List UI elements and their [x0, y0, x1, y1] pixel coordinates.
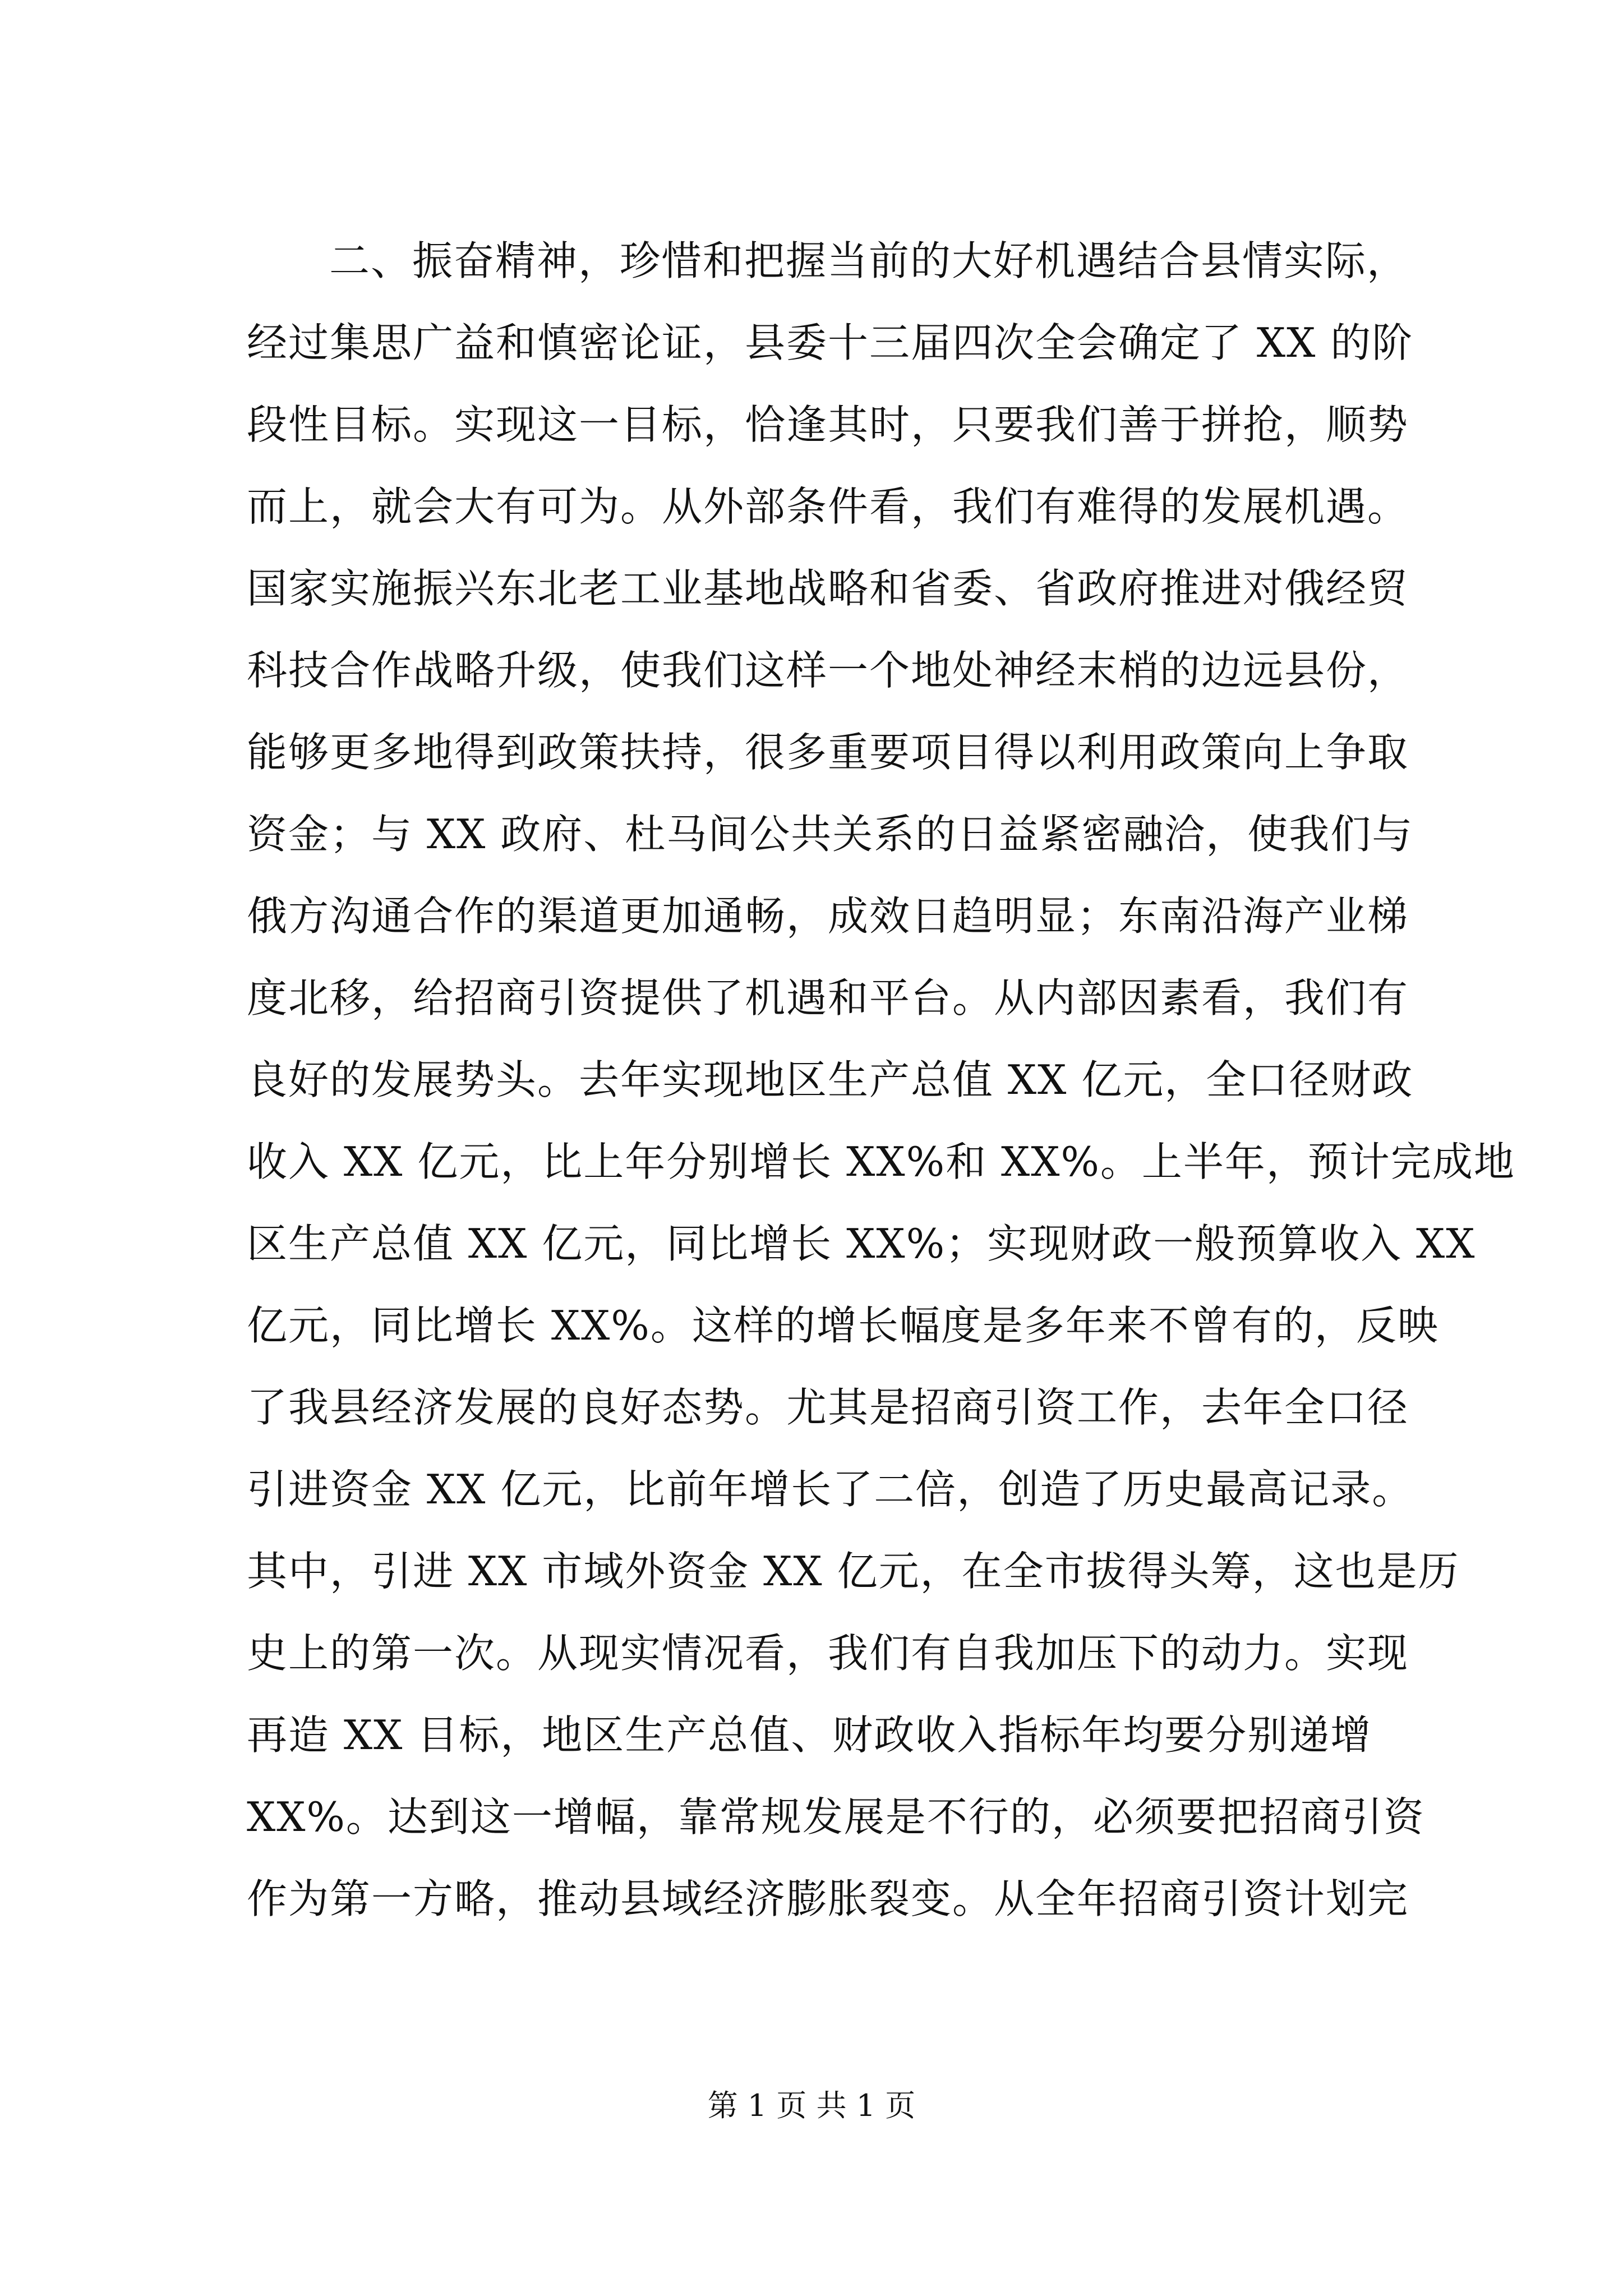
page-number-footer: 第 1 页 共 1 页 [707, 2088, 916, 2123]
text-line: 作为第一方略，推动县域经济膨胀裂变。从全年招商引资计划完 [247, 1875, 1409, 1922]
document-body [247, 220, 1515, 1940]
text-line: 科技合作战略升级，使我们这样一个地处神经末梢的边远县份， [247, 647, 1409, 694]
text-line: 而上，就会大有可为。从外部条件看，我们有难得的发展机遇。 [247, 483, 1409, 530]
text-line: 资金；与 XX 政府、杜马间公共关系的日益紧密融洽，使我们与 [247, 811, 1414, 858]
text-line: 良好的发展势头。去年实现地区生产总值 XX 亿元，全口径财政 [247, 1056, 1414, 1103]
text-line: 区生产总值 XX 亿元，同比增长 XX%；实现财政一般预算收入 XX [247, 1220, 1476, 1267]
text-line: 俄方沟通合作的渠道更加通畅，成效日趋明显；东南沿海产业梯 [247, 892, 1409, 940]
text-line: 再造 XX 目标，地区生产总值、财政收入指标年均要分别递增 [247, 1711, 1372, 1759]
text-line: 史上的第一次。从现实情况看，我们有自我加压下的动力。实现 [247, 1630, 1409, 1677]
text-line: 度北移，给招商引资提供了机遇和平台。从内部因素看，我们有 [247, 974, 1409, 1022]
text-line: 经过集思广益和慎密论证，县委十三届四次全会确定了 XX 的阶 [247, 319, 1414, 366]
text-line: 收入 XX 亿元，比上年分别增长 XX%和 XX%。上半年，预计完成地 [247, 1138, 1515, 1185]
text-line: 其中，引进 XX 市域外资金 XX 亿元，在全市拔得头筹，这也是历 [247, 1548, 1460, 1595]
text-line: 段性目标。实现这一目标，恰逢其时，只要我们善于拼抢，顺势 [247, 401, 1409, 448]
text-line: 引进资金 XX 亿元，比前年增长了二倍，创造了历史最高记录。 [247, 1466, 1414, 1513]
text-line: 亿元，同比增长 XX%。这样的增长幅度是多年来不曾有的，反映 [247, 1302, 1439, 1349]
text-line: 能够更多地得到政策扶持，很多重要项目得以利用政策向上争取 [247, 729, 1409, 776]
text-line: 国家实施振兴东北老工业基地战略和省委、省政府推进对俄经贸 [247, 565, 1409, 612]
text-line: 了我县经济发展的良好态势。尤其是招商引资工作，去年全口径 [247, 1384, 1409, 1431]
text-line: XX%。达到这一增幅，靠常规发展是不行的，必须要把招商引资 [247, 1793, 1425, 1841]
text-line: 二、振奋精神，珍惜和把握当前的大好机遇结合县情实际， [329, 237, 1409, 284]
